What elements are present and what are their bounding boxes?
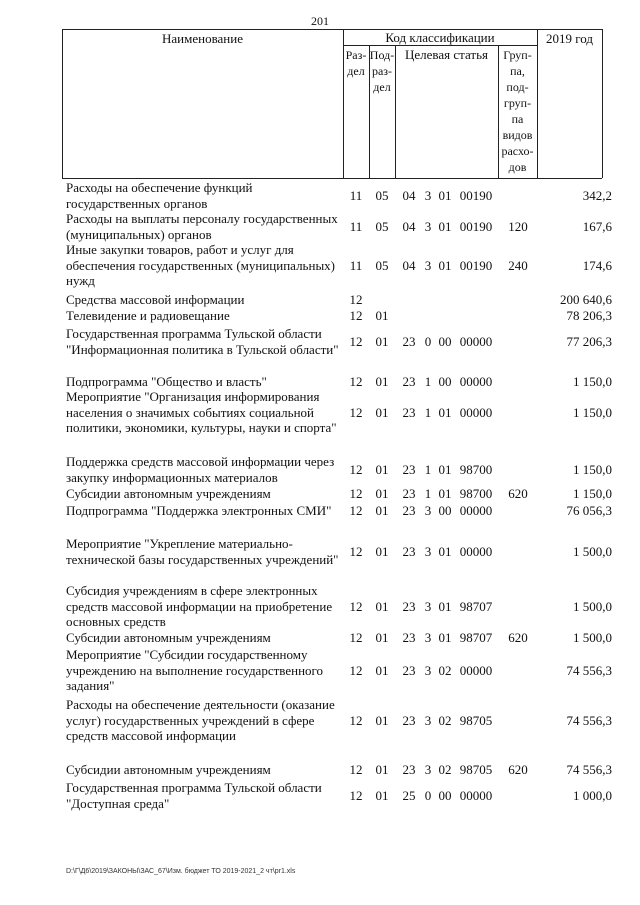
- row-name: [66, 242, 342, 289]
- row-name: [66, 292, 342, 308]
- code-c4: 98707: [459, 599, 493, 614]
- code-r: 12: [349, 405, 363, 420]
- amount: 74 556,3: [566, 762, 612, 777]
- row-name-line: задания": [66, 678, 115, 693]
- code-c4: 00190: [459, 188, 493, 203]
- row-name: [66, 780, 342, 811]
- code-pr: 01: [375, 713, 389, 728]
- row-name-line: обеспечения государственных (муниципальных): [66, 257, 336, 273]
- code-vr: 620: [508, 762, 528, 777]
- code-c1: 23: [402, 405, 416, 420]
- row-name-line: Государственная программа Тульской области: [66, 780, 322, 795]
- code-pr: 01: [375, 544, 389, 559]
- row-name-line: учреждению на выполнение государственного: [66, 662, 324, 678]
- code-r: 12: [349, 788, 363, 803]
- amount: 167,6: [582, 219, 612, 234]
- row-name: [66, 630, 342, 646]
- amount: 77 206,3: [566, 334, 612, 349]
- row-name-line: Субсидии автономным учреждениям: [66, 486, 271, 501]
- row-name-line: Расходы на обеспечение функций: [66, 180, 253, 195]
- code-pr: 01: [375, 630, 389, 645]
- row-name-line: Подпрограмма "Общество и власть": [66, 374, 267, 389]
- code-c1: 23: [402, 713, 416, 728]
- code-c3: 01: [438, 188, 452, 203]
- row-name-line: Подпрограмма "Поддержка электронных СМИ": [66, 503, 332, 518]
- code-pr: 01: [375, 462, 389, 477]
- row-name: [66, 211, 342, 242]
- amount: 200 640,6: [560, 292, 612, 307]
- code-c1: 23: [402, 544, 416, 559]
- header-gruppa-line: видов: [502, 128, 533, 142]
- code-r: 11: [349, 258, 363, 273]
- header-bottom-line: [62, 178, 602, 179]
- code-r: 12: [349, 663, 363, 678]
- code-c3: 01: [438, 486, 452, 501]
- header-gruppa: [498, 47, 537, 175]
- code-c4: 98700: [459, 486, 493, 501]
- code-pr: 05: [375, 188, 389, 203]
- amount: 78 206,3: [566, 308, 612, 323]
- code-c1: 23: [402, 486, 416, 501]
- row-name: [66, 503, 342, 519]
- row-name-line: политики, экономики, культуры, науки и спорта": [66, 420, 337, 435]
- code-c1: 25: [402, 788, 416, 803]
- code-pr: 01: [375, 308, 389, 323]
- col-border: [537, 29, 538, 178]
- amount: 342,2: [582, 188, 612, 203]
- row-name-line: "Доступная среда": [66, 795, 170, 811]
- row-name-line: Расходы на выплаты персоналу государственных: [66, 211, 338, 226]
- code-c4: 00000: [459, 544, 493, 559]
- code-c1: 23: [402, 599, 416, 614]
- code-c3: 01: [438, 405, 452, 420]
- row-name-line: Субсидии автономным учреждениям: [66, 762, 271, 777]
- amount: 74 556,3: [566, 663, 612, 678]
- amount: 74 556,3: [566, 713, 612, 728]
- row-name-line: Субсидии автономным учреждениям: [66, 630, 271, 645]
- code-r: 12: [349, 486, 363, 501]
- code-vr: 620: [508, 630, 528, 645]
- amount: 1 150,0: [573, 374, 612, 389]
- header-gruppa-line: груп-: [503, 96, 532, 110]
- row-name-line: Средства массовой информации: [66, 292, 245, 307]
- page-number: 201: [311, 14, 329, 28]
- code-c2: 3: [424, 630, 432, 645]
- code-c4: 00190: [459, 258, 493, 273]
- row-name: [66, 389, 342, 436]
- row-name-line: Субсидия учреждениям в сфере электронных: [66, 583, 318, 598]
- code-r: 12: [349, 630, 363, 645]
- code-c3: 01: [438, 544, 452, 559]
- header-podrazdel: [369, 47, 395, 95]
- code-c4: 00000: [459, 663, 493, 678]
- code-c2: 1: [424, 486, 432, 501]
- row-name-line: Иные закупки товаров, работ и услуг для: [66, 242, 294, 257]
- code-c4: 98705: [459, 713, 493, 728]
- code-c4: 98707: [459, 630, 493, 645]
- code-c3: 00: [438, 788, 452, 803]
- row-name-line: средств массовой информации на приобретение: [66, 598, 333, 614]
- row-name-line: Государственная программа Тульской области: [66, 326, 322, 341]
- code-c3: 00: [438, 503, 452, 518]
- header-gruppa-line: Груп-: [503, 48, 532, 62]
- code-c2: 3: [424, 762, 432, 777]
- code-c1: 23: [402, 663, 416, 678]
- code-c1: 23: [402, 630, 416, 645]
- code-c1: 04: [402, 188, 416, 203]
- code-c3: 01: [438, 630, 452, 645]
- row-name: [66, 180, 342, 211]
- code-c2: 3: [424, 713, 432, 728]
- header-celevaya: Целевая статья: [404, 47, 488, 62]
- code-c4: 00190: [459, 219, 493, 234]
- code-c3: 02: [438, 762, 452, 777]
- row-name-line: Поддержка средств массовой информации через: [66, 454, 335, 469]
- code-r: 12: [349, 503, 363, 518]
- header-name: Наименование: [162, 31, 243, 46]
- code-c3: 02: [438, 713, 452, 728]
- row-name-line: Мероприятие "Организация информирования: [66, 389, 320, 404]
- code-c1: 23: [402, 334, 416, 349]
- row-name-line: государственных органов: [66, 195, 208, 211]
- code-c2: 3: [424, 503, 432, 518]
- amount: 1 150,0: [573, 405, 612, 420]
- code-pr: 01: [375, 374, 389, 389]
- row-name-line: населения о значимых событиях социальной: [66, 404, 315, 420]
- code-c2: 0: [424, 788, 432, 803]
- code-r: 12: [349, 462, 363, 477]
- row-name: [66, 536, 342, 567]
- row-name-line: закупку информационных материалов: [66, 469, 278, 485]
- code-c4: 00000: [459, 374, 493, 389]
- code-r: 12: [349, 762, 363, 777]
- col-border: [602, 29, 603, 178]
- code-c2: 3: [424, 663, 432, 678]
- amount: 1 500,0: [573, 599, 612, 614]
- code-c2: 1: [424, 374, 432, 389]
- code-c1: 04: [402, 219, 416, 234]
- file-path-footer: D:\Г\Д6\2019\ЗАКОНЫ\ЗАС_67\Изм. бюджет ТО 2019-2021_2 чт\pr1.xls: [66, 868, 296, 875]
- code-vr: 240: [508, 258, 528, 273]
- row-name-line: средств массовой информации: [66, 728, 236, 743]
- header-podrazdel-line: раз-: [371, 64, 393, 78]
- header-gruppa-line: па: [511, 112, 524, 126]
- amount: 1 150,0: [573, 462, 612, 477]
- header-gruppa-line: па,: [510, 64, 525, 78]
- code-c4: 98705: [459, 762, 493, 777]
- amount: 76 056,3: [566, 503, 612, 518]
- code-pr: 01: [375, 405, 389, 420]
- col-border: [395, 45, 396, 178]
- code-pr: 01: [375, 486, 389, 501]
- code-r: 12: [349, 544, 363, 559]
- code-c1: 23: [402, 503, 416, 518]
- amount: 1 150,0: [573, 486, 612, 501]
- row-name: [66, 308, 342, 324]
- code-c3: 01: [438, 258, 452, 273]
- code-r: 11: [349, 188, 363, 203]
- row-name-line: технической базы государственных учреждений": [66, 551, 339, 567]
- col-border: [62, 29, 63, 178]
- code-c4: 00000: [459, 405, 493, 420]
- code-r: 12: [349, 308, 363, 323]
- code-pr: 01: [375, 762, 389, 777]
- row-name: [66, 486, 342, 502]
- row-name-line: услуг) государственных учреждений в сфере: [66, 712, 315, 728]
- row-name: [66, 697, 342, 744]
- amount: 1 000,0: [573, 788, 612, 803]
- header-podrazdel-line: Под-: [369, 48, 395, 62]
- code-c2: 3: [424, 219, 432, 234]
- code-c4: 00000: [459, 334, 493, 349]
- row-name: [66, 583, 342, 630]
- header-gruppa-line: расхо-: [501, 144, 534, 158]
- code-vr: 120: [508, 219, 528, 234]
- code-c3: 00: [438, 334, 452, 349]
- code-c1: 23: [402, 762, 416, 777]
- code-c2: 0: [424, 334, 432, 349]
- row-name-line: Расходы на обеспечение деятельности (оказание: [66, 697, 335, 712]
- code-pr: 01: [375, 788, 389, 803]
- code-pr: 01: [375, 599, 389, 614]
- row-name: [66, 326, 342, 357]
- code-pr: 05: [375, 219, 389, 234]
- code-c2: 3: [424, 544, 432, 559]
- code-c2: 3: [424, 188, 432, 203]
- row-name-line: Мероприятие "Укрепление материально-: [66, 536, 293, 551]
- row-name: [66, 762, 342, 778]
- code-r: 12: [349, 374, 363, 389]
- code-c3: 00: [438, 374, 452, 389]
- code-r: 12: [349, 334, 363, 349]
- row-name: [66, 374, 342, 390]
- row-name-line: "Информационная политика в Тульской области": [66, 341, 339, 357]
- header-razdel-line: Раз-: [345, 48, 367, 62]
- row-name-line: (муниципальных) органов: [66, 226, 212, 242]
- row-name: [66, 647, 342, 694]
- code-c4: 98700: [459, 462, 493, 477]
- code-c3: 02: [438, 663, 452, 678]
- row-name-line: Мероприятие "Субсидии государственному: [66, 647, 308, 662]
- code-c2: 1: [424, 405, 432, 420]
- code-c4: 00000: [459, 503, 493, 518]
- row-name-line: основных средств: [66, 614, 166, 629]
- code-vr: 620: [508, 486, 528, 501]
- header-gruppa-line: под-: [506, 80, 529, 94]
- code-r: 12: [349, 713, 363, 728]
- code-c3: 01: [438, 219, 452, 234]
- row-name-line: Телевидение и радиовещание: [66, 308, 230, 323]
- amount: 1 500,0: [573, 544, 612, 559]
- code-pr: 01: [375, 663, 389, 678]
- header-classification: Код классификации: [385, 30, 495, 45]
- code-c4: 00000: [459, 788, 493, 803]
- row-name: [66, 454, 342, 485]
- code-c2: 3: [424, 258, 432, 273]
- code-pr: 01: [375, 503, 389, 518]
- header-gruppa-line: дов: [508, 160, 527, 174]
- amount: 1 500,0: [573, 630, 612, 645]
- header-podrazdel-line: дел: [373, 80, 391, 94]
- row-name-line: нужд: [66, 273, 95, 288]
- amount: 174,6: [582, 258, 612, 273]
- header-razdel: [343, 47, 369, 79]
- code-r: 11: [349, 219, 363, 234]
- code-c3: 01: [438, 599, 452, 614]
- code-c1: 23: [402, 462, 416, 477]
- header-razdel-line: дел: [347, 64, 365, 78]
- code-r: 12: [349, 292, 363, 307]
- code-pr: 05: [375, 258, 389, 273]
- code-c1: 23: [402, 374, 416, 389]
- code-c2: 1: [424, 462, 432, 477]
- header-year: 2019 год: [546, 31, 593, 46]
- code-c2: 3: [424, 599, 432, 614]
- code-c1: 04: [402, 258, 416, 273]
- code-r: 12: [349, 599, 363, 614]
- code-c3: 01: [438, 462, 452, 477]
- code-pr: 01: [375, 334, 389, 349]
